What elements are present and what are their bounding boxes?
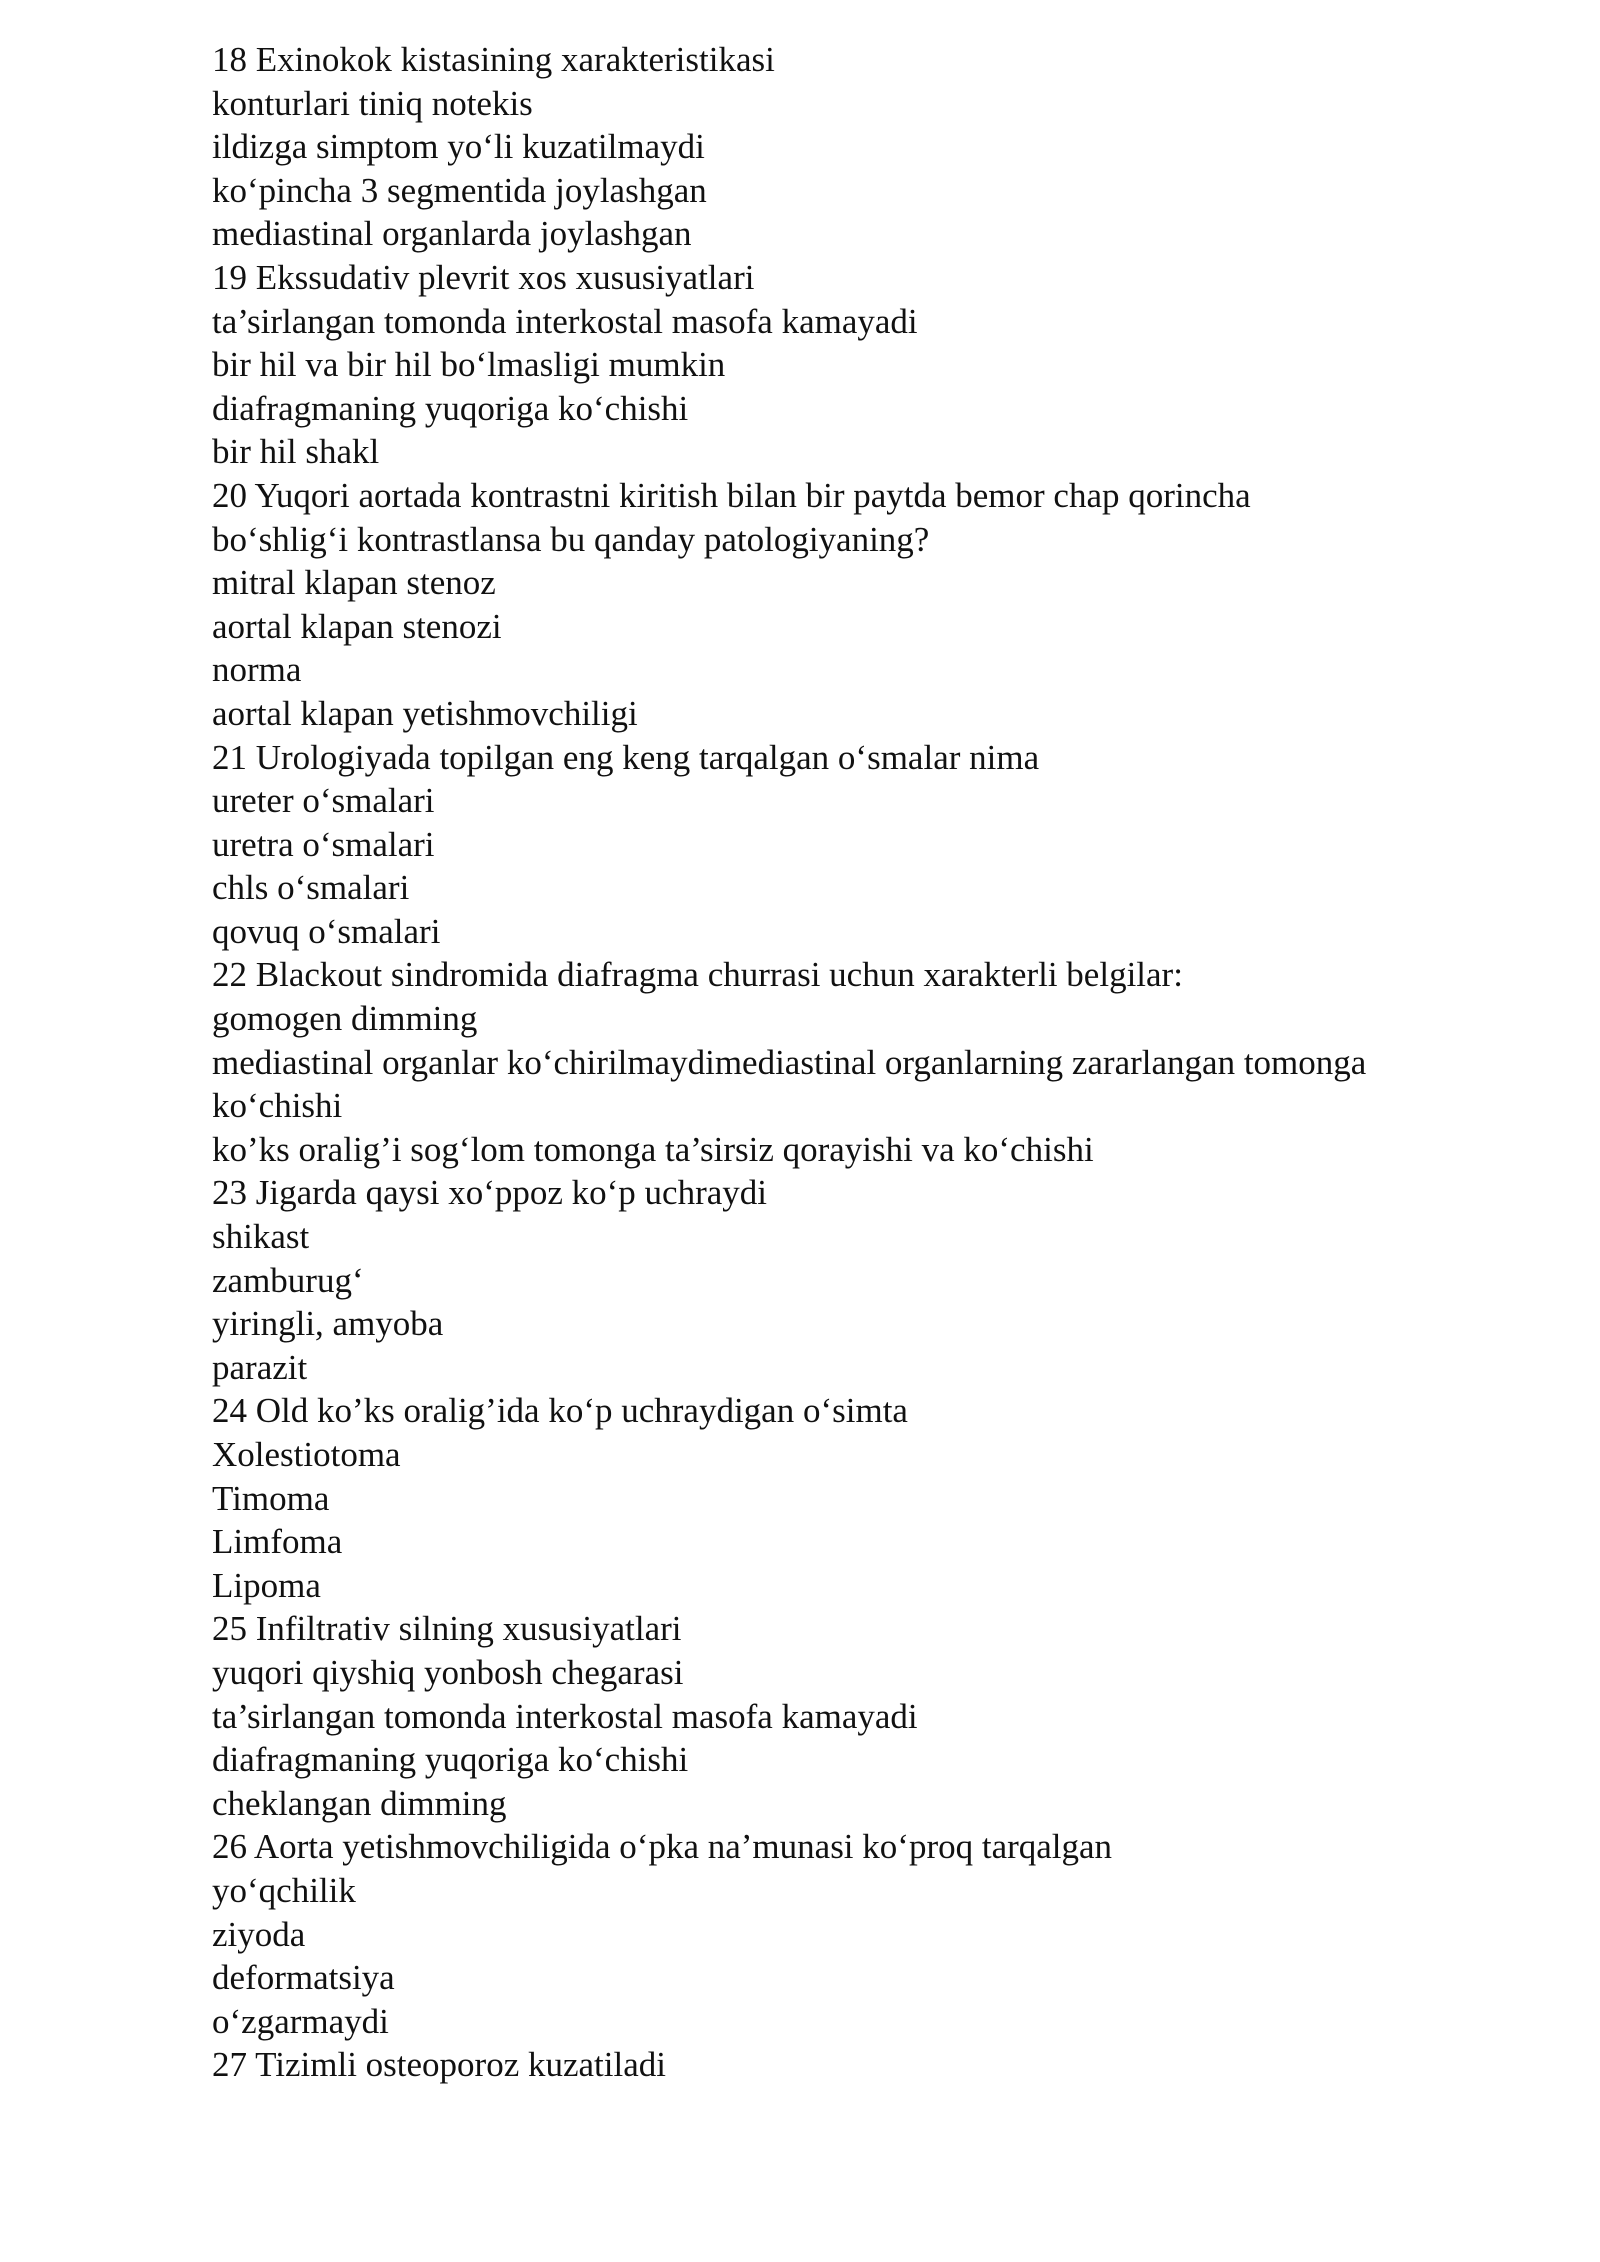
answer-line: Timoma [212,1478,330,1518]
answer-line: gomogen dimming [212,999,478,1039]
answer-line: zamburug‘ [212,1260,364,1300]
question-19-title: 19 Ekssudativ plevrit xos xususiyatlari [212,257,755,297]
answer-line: Xolestiotoma [212,1435,401,1474]
answer-line: ko’ks oralig’i sog‘lom tomonga ta’sirsiz qorayishi va ko‘chishi [212,1129,1094,1169]
question-20-title: 20 Yuqori aortada kontrastni kiritish bilan bir paytda bemor chap qorincha [212,475,1251,515]
answer-line: konturlari tiniq notekis [212,83,533,123]
answer-line: ta’sirlangan tomonda interkostal masofa kamayadi [212,301,918,341]
answer-line: ko‘pincha 3 segmentida joylashgan [212,170,707,210]
answer-line: aortal klapan yetishmovchiligi [212,693,638,733]
answer-line: Lipoma [212,1565,321,1605]
answer-line: mediastinal organlarda joylashgan [212,214,692,254]
answer-line: parazit [212,1347,308,1387]
answer-line: diafragmaning yuqoriga ko‘chishi [212,1740,689,1780]
question-26-title: 26 Aorta yetishmovchiligida o‘pka na’munasi ko‘proq tarqalgan [212,1827,1113,1867]
answer-line: shikast [212,1217,310,1257]
question-27-title: 27 Tizimli osteoporoz kuzatiladi [212,2045,666,2085]
question-23-title: 23 Jigarda qaysi xo‘ppoz ko‘p uchraydi [212,1173,767,1213]
answer-line: qovuq o‘smalari [212,911,441,951]
answer-line: yiringli, amyoba [212,1304,444,1344]
answer-line: bir hil va bir hil bo‘lmasligi mumkin [212,345,726,385]
answer-line: ziyoda [212,1914,306,1954]
answer-line: chls o‘smalari [212,868,410,908]
answer-line: cheklangan dimming [212,1783,507,1823]
answer-line: norma [212,650,302,690]
answer-line: bir hil shakl [212,432,380,472]
answer-line: Limfoma [212,1522,343,1562]
answer-line: mitral klapan stenoz [212,563,496,603]
question-21-title: 21 Urologiyada topilgan eng keng tarqalgan o‘smalar nima [212,737,1040,777]
answer-line: aortal klapan stenozi [212,606,502,646]
document-text [212,38,1480,2087]
answer-line: ureter o‘smalari [212,781,435,821]
answer-line: deformatsiya [212,1958,395,1998]
answer-line: mediastinal organlar ko‘chirilmaydimediastinal organlarning zararlangan tomonga [212,1042,1367,1082]
question-22-title: 22 Blackout sindromida diafragma churrasi uchun xarakterli belgilar: [212,955,1183,995]
question-20-title-continued: bo‘shlig‘i kontrastlansa bu qanday patologiyaning? [212,519,930,559]
answer-line: o‘zgarmaydi [212,2001,389,2041]
question-24-title: 24 Old ko’ks oralig’ida ko‘p uchraydigan o‘simta [212,1391,908,1431]
answer-line: ildizga simptom yo‘li kuzatilmaydi [212,127,705,167]
answer-line: uretra o‘smalari [212,824,435,864]
answer-line: yuqori qiyshiq yonbosh chegarasi [212,1652,684,1692]
question-25-title: 25 Infiltrativ silning xususiyatlari [212,1609,682,1649]
answer-line: diafragmaning yuqoriga ko‘chishi [212,388,689,428]
answer-line-continued: ko‘chishi [212,1086,343,1126]
answer-line: yo‘qchilik [212,1870,356,1910]
answer-line: ta’sirlangan tomonda interkostal masofa kamayadi [212,1696,918,1736]
question-18-title: 18 Exinokok kistasining xarakteristikasi [212,40,775,79]
